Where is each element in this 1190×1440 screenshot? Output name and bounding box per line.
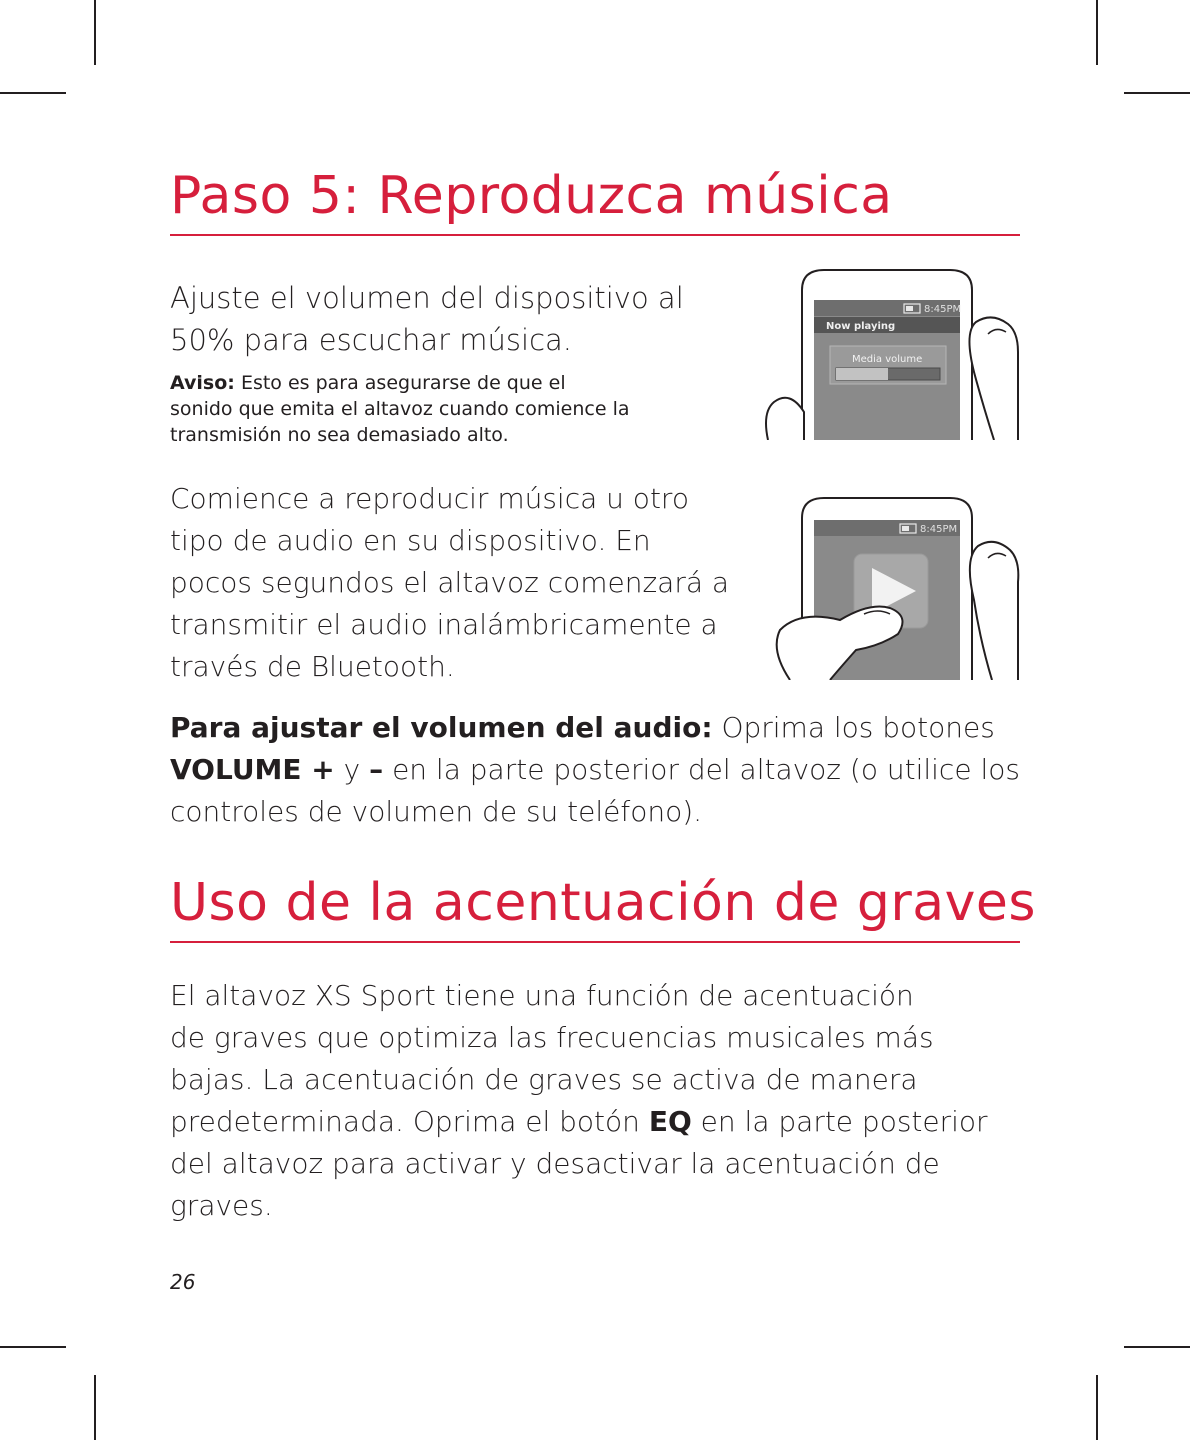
bass-text: predeterminada. Oprima el botón xyxy=(170,1105,640,1138)
play-line: través de Bluetooth. xyxy=(170,650,455,683)
notice-line: transmisión no sea demasiado alto. xyxy=(170,424,509,446)
volume-text: Oprima los botones xyxy=(721,711,995,744)
play-line: Comience a reproducir música u otro xyxy=(170,482,689,515)
crop-mark xyxy=(1124,1346,1190,1348)
notice-line: sonido que emita el altavoz cuando comience la xyxy=(170,398,630,420)
notice-text: Esto es para asegurarse de que el xyxy=(240,372,566,394)
bass-line: de graves que optimiza las frecuencias musicales más xyxy=(170,1021,934,1054)
now-playing-label: Now playing xyxy=(826,321,896,332)
bass-line: graves. xyxy=(170,1189,273,1222)
volume-plus-label: VOLUME + xyxy=(170,753,335,786)
bass-paragraph xyxy=(170,975,1030,1227)
bass-line xyxy=(170,1101,1030,1143)
eq-label: EQ xyxy=(648,1105,692,1138)
play-line: pocos segundos el altavoz comenzará a xyxy=(170,566,730,599)
volume-line xyxy=(170,749,1030,791)
intro-paragraph xyxy=(170,277,684,361)
crop-mark xyxy=(0,1346,66,1348)
crop-mark xyxy=(94,1375,96,1440)
crop-mark xyxy=(94,0,96,65)
heading-rule xyxy=(170,941,1020,943)
volume-minus-label: – xyxy=(369,753,384,786)
media-volume-fill xyxy=(836,368,888,380)
volume-line: controles de volumen de su teléfono). xyxy=(170,795,703,828)
volume-and-text: y xyxy=(343,753,361,786)
notice-line xyxy=(170,370,630,396)
bass-line: del altavoz para activar y desactivar la acentuación de xyxy=(170,1147,940,1180)
page-number: 26 xyxy=(170,1270,196,1294)
play-line: tipo de audio en su dispositivo. En xyxy=(170,524,651,557)
volume-label: Para ajustar el volumen del audio: xyxy=(170,711,713,744)
volume-line xyxy=(170,707,1030,749)
play-line: transmitir el audio inalámbricamente a xyxy=(170,608,718,641)
section-heading-play-music: Paso 5: Reproduzca música xyxy=(170,166,893,226)
heading-rule xyxy=(170,234,1020,236)
notice-label: Aviso: xyxy=(170,372,235,394)
volume-paragraph xyxy=(170,707,1030,833)
intro-line: 50% para escuchar música. xyxy=(170,323,573,357)
bass-line: bajas. La acentuación de graves se activa de manera xyxy=(170,1063,918,1096)
notice-paragraph xyxy=(170,370,630,448)
play-paragraph xyxy=(170,478,729,688)
status-time: 8:45PM xyxy=(920,524,958,535)
bass-text: en la parte posterior xyxy=(700,1105,988,1138)
section-heading-bass-boost: Uso de la acentuación de graves xyxy=(170,873,1036,933)
status-time: 8:45PM xyxy=(924,304,962,315)
crop-mark xyxy=(1096,1375,1098,1440)
bass-line: El altavoz XS Sport tiene una función de acentuación xyxy=(170,979,914,1012)
crop-mark xyxy=(1124,92,1190,94)
phone-play-illustration xyxy=(760,490,1022,680)
media-volume-label: Media volume xyxy=(852,354,923,365)
volume-text: en la parte posterior del altavoz (o utilice los xyxy=(392,753,1020,786)
crop-mark xyxy=(0,92,66,94)
phone-volume-illustration xyxy=(760,262,1022,440)
crop-mark xyxy=(1096,0,1098,65)
intro-line: Ajuste el volumen del dispositivo al xyxy=(170,281,684,315)
